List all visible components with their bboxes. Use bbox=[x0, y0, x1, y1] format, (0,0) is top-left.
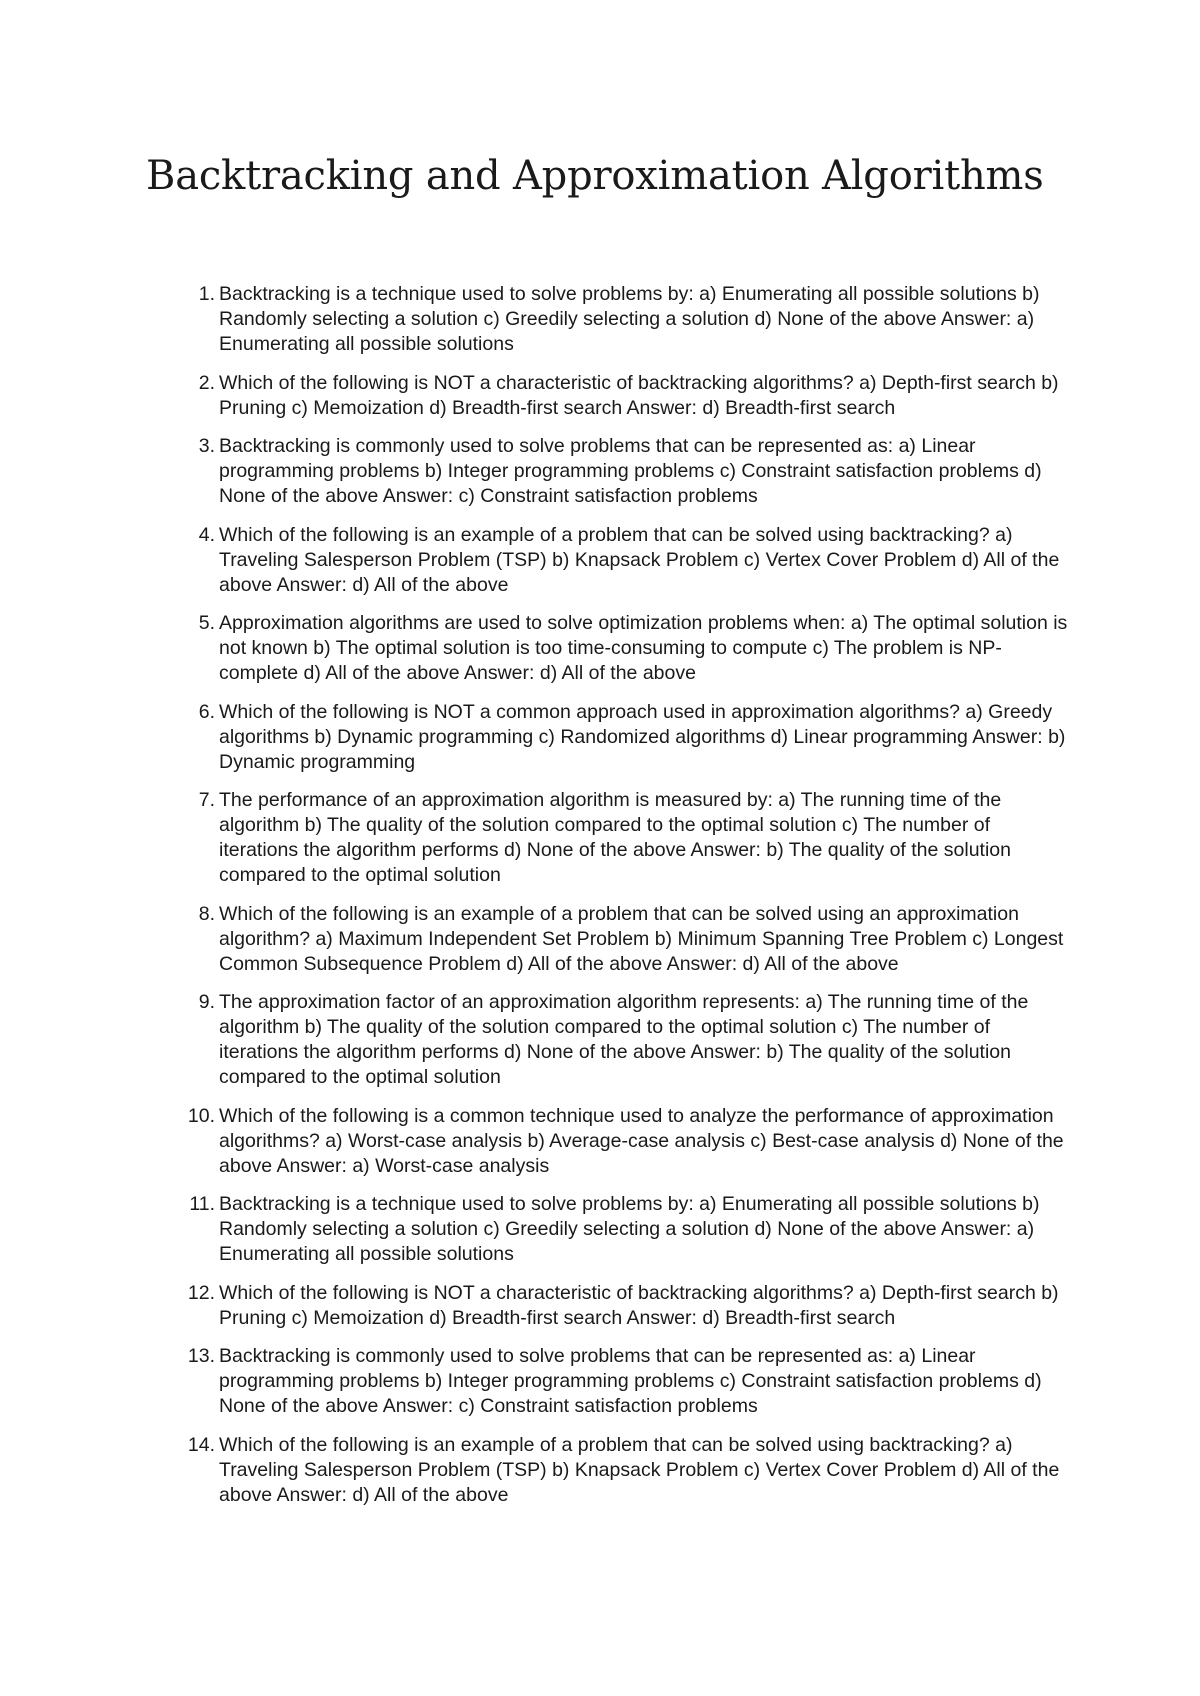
question-item bbox=[198, 282, 1069, 357]
question-number: 11. bbox=[189, 1193, 215, 1215]
document-title: Backtracking and Approximation Algorithms bbox=[146, 153, 1044, 199]
question-text: Which of the following is NOT a characteristic of backtracking algorithms? a) Depth-first search b) Pruning c) Memoization d) Breadth-first search Answer: d) Breadth-first search bbox=[219, 1281, 1059, 1329]
question-text: Which of the following is a common technique used to analyze the performance of approximation algorithms? a) Worst-case analysis b) Average-case analysis c) Best-case analysis d) None of the above Answer: a) Worst-case analysis bbox=[219, 1104, 1064, 1177]
question-text: Backtracking is commonly used to solve problems that can be represented as: a) Linear programming problems b) Integer programming problems c) Constraint satisfaction problems d) None of the above Answer: c) Constraint satisfaction problems bbox=[219, 435, 1042, 507]
question-item bbox=[198, 902, 1069, 977]
question-text: Which of the following is an example of a problem that can be solved using backtracking? a) Traveling Salesperson Problem (TSP) b) Knapsack Problem c) Vertex Cover Problem d) All of the above Answer: d) All of the above bbox=[219, 1433, 1060, 1506]
question-item bbox=[198, 371, 1069, 421]
question-number: 12. bbox=[187, 1281, 215, 1304]
question-number: 9. bbox=[198, 991, 215, 1013]
question-number: 13. bbox=[187, 1345, 215, 1367]
question-list bbox=[187, 282, 1069, 1521]
question-number: 8. bbox=[198, 902, 215, 925]
question-number: 3. bbox=[198, 435, 215, 457]
question-item bbox=[187, 1433, 1069, 1508]
question-item bbox=[198, 611, 1069, 686]
question-number: 6. bbox=[198, 700, 215, 723]
question-item bbox=[187, 1344, 1069, 1419]
question-number: 14. bbox=[187, 1433, 215, 1456]
question-item bbox=[198, 990, 1069, 1090]
question-number: 10. bbox=[187, 1104, 215, 1127]
question-text: Which of the following is an example of a problem that can be solved using an approximation algorithm? a) Maximum Independent Set Problem b) Minimum Spanning Tree Problem c) Longest Common Subsequence Problem d) All of the above Answer: d) All of the above bbox=[219, 902, 1064, 975]
question-number: 1. bbox=[198, 283, 215, 305]
question-item bbox=[189, 1192, 1069, 1267]
question-text: Which of the following is NOT a common approach used in approximation algorithms? a) Greedy algorithms b) Dynamic programming c) Randomized algorithms d) Linear programming Answer: b) Dynamic programming bbox=[219, 700, 1066, 773]
question-text: The performance of an approximation algorithm is measured by: a) The running time of the algorithm b) The quality of the solution compared to the optimal solution c) The number of iterations the algorithm performs d) None of the above Answer: b) The quality of the solution compared to the optimal solution bbox=[219, 789, 1011, 886]
question-item bbox=[198, 434, 1069, 509]
question-text: Which of the following is an example of a problem that can be solved using backtracking? a) Traveling Salesperson Problem (TSP) b) Knapsack Problem c) Vertex Cover Problem d) All of the above Answer: d) All of the above bbox=[219, 523, 1060, 596]
question-text: Backtracking is a technique used to solve problems by: a) Enumerating all possible solutions b) Randomly selecting a solution c) Greedily selecting a solution d) None of the above Answer: a) Enumerating all possible solutions bbox=[219, 283, 1040, 355]
question-item bbox=[198, 700, 1069, 775]
question-text: The approximation factor of an approximation algorithm represents: a) The running time of the algorithm b) The quality of the solution compared to the optimal solution c) The number of iterations the algorithm performs d) None of the above Answer: b) The quality of the solution compared to the optimal solution bbox=[219, 991, 1029, 1088]
question-item bbox=[187, 1281, 1069, 1331]
question-text: Backtracking is commonly used to solve problems that can be represented as: a) Linear programming problems b) Integer programming problems c) Constraint satisfaction problems d) None of the above Answer: c) Constraint satisfaction problems bbox=[219, 1345, 1042, 1417]
question-number: 5. bbox=[198, 612, 215, 634]
question-item bbox=[198, 788, 1069, 888]
question-number: 4. bbox=[198, 523, 215, 546]
question-text: Approximation algorithms are used to solve optimization problems when: a) The optimal solution is not known b) The optimal solution is too time-consuming to compute c) The problem is NP-complete d) All of the above Answer: d) All of the above bbox=[219, 612, 1068, 684]
question-item bbox=[187, 1104, 1069, 1179]
question-number: 2. bbox=[198, 371, 215, 394]
question-text: Which of the following is NOT a characteristic of backtracking algorithms? a) Depth-first search b) Pruning c) Memoization d) Breadth-first search Answer: d) Breadth-first search bbox=[219, 371, 1059, 419]
question-item bbox=[198, 523, 1069, 598]
question-text: Backtracking is a technique used to solve problems by: a) Enumerating all possible solutions b) Randomly selecting a solution c) Greedily selecting a solution d) None of the above Answer: a) Enumerating all possible solutions bbox=[219, 1193, 1040, 1265]
question-number: 7. bbox=[198, 789, 215, 811]
